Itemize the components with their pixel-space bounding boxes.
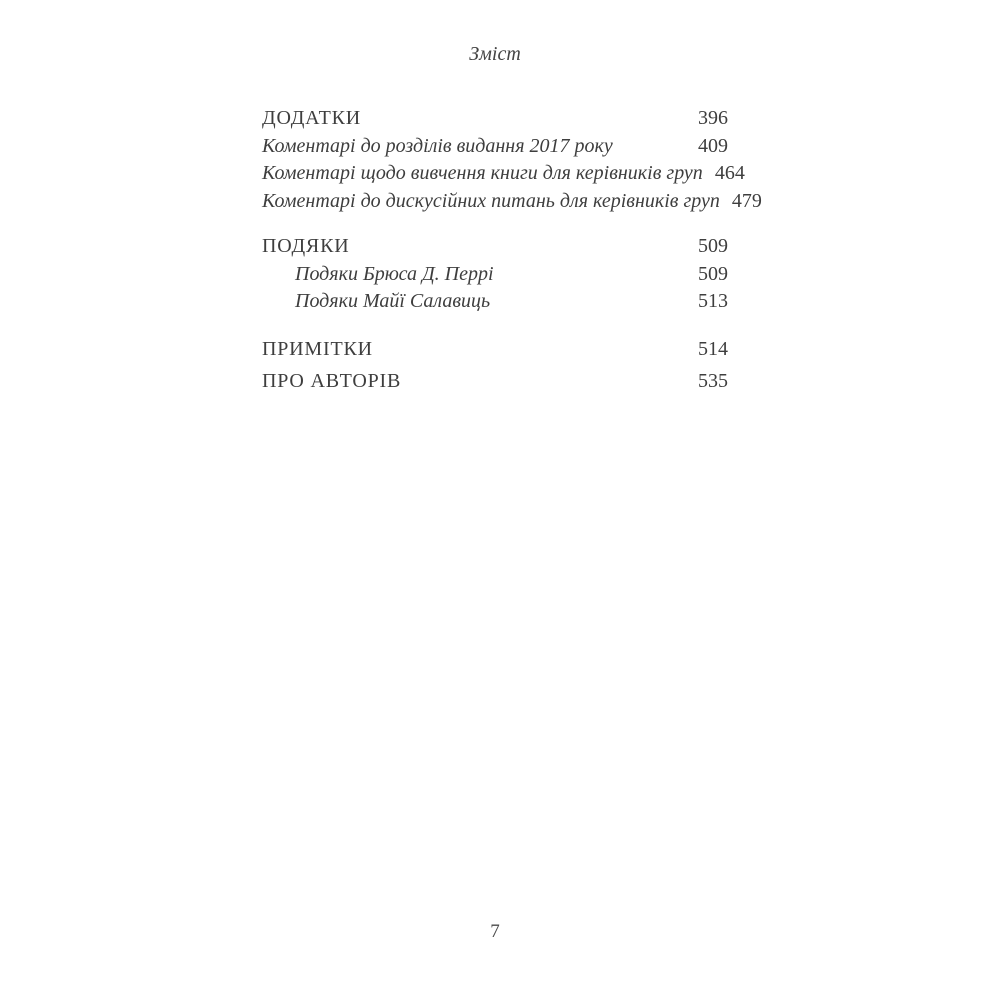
toc-entry: [262, 133, 728, 161]
toc-entry-label: Коментарі до дискусійних питань для керівників груп: [262, 189, 720, 212]
toc-section-acknowledgements: [262, 233, 728, 316]
toc-entry: [262, 105, 728, 133]
toc-entry-page: 509: [698, 262, 728, 285]
toc-entry: [262, 336, 728, 364]
toc-entry-label: Коментарі щодо вивчення книги для керівників груп: [262, 162, 703, 184]
toc-entry: [262, 233, 728, 261]
toc-entry-page: 479: [731, 189, 762, 212]
toc-entry-page: 509: [698, 235, 728, 257]
toc-entry: [262, 188, 762, 216]
toc-entry: [262, 160, 745, 188]
toc-entry-label: ПОДЯКИ: [262, 235, 350, 257]
toc-entry: [262, 261, 728, 289]
toc-entry-page: 396: [698, 107, 728, 129]
table-of-contents: [262, 105, 762, 396]
toc-entry-label: ПРО АВТОРІВ: [262, 370, 402, 392]
toc-section-appendices: [262, 105, 762, 215]
toc-entry-label: Подяки Майї Салавиць: [295, 290, 491, 312]
toc-entry-page: 464: [714, 162, 745, 184]
toc-entry: [262, 288, 728, 316]
toc-entry-page: 409: [698, 134, 728, 157]
page-title: Зміст: [469, 43, 521, 65]
folio-page-number: 7: [490, 921, 500, 942]
toc-entry-page: 535: [698, 370, 728, 392]
toc-entry-label: Коментарі до розділів видання 2017 року: [262, 134, 613, 157]
toc-entry-page: 513: [698, 290, 728, 312]
toc-section-notes-authors: [262, 336, 728, 396]
toc-entry-label: Подяки Брюса Д. Перрі: [295, 262, 494, 285]
toc-entry: [262, 368, 728, 396]
toc-entry-label: ДОДАТКИ: [262, 107, 362, 129]
toc-entry-label: ПРИМІТКИ: [262, 337, 373, 360]
toc-entry-page: 514: [698, 337, 728, 360]
